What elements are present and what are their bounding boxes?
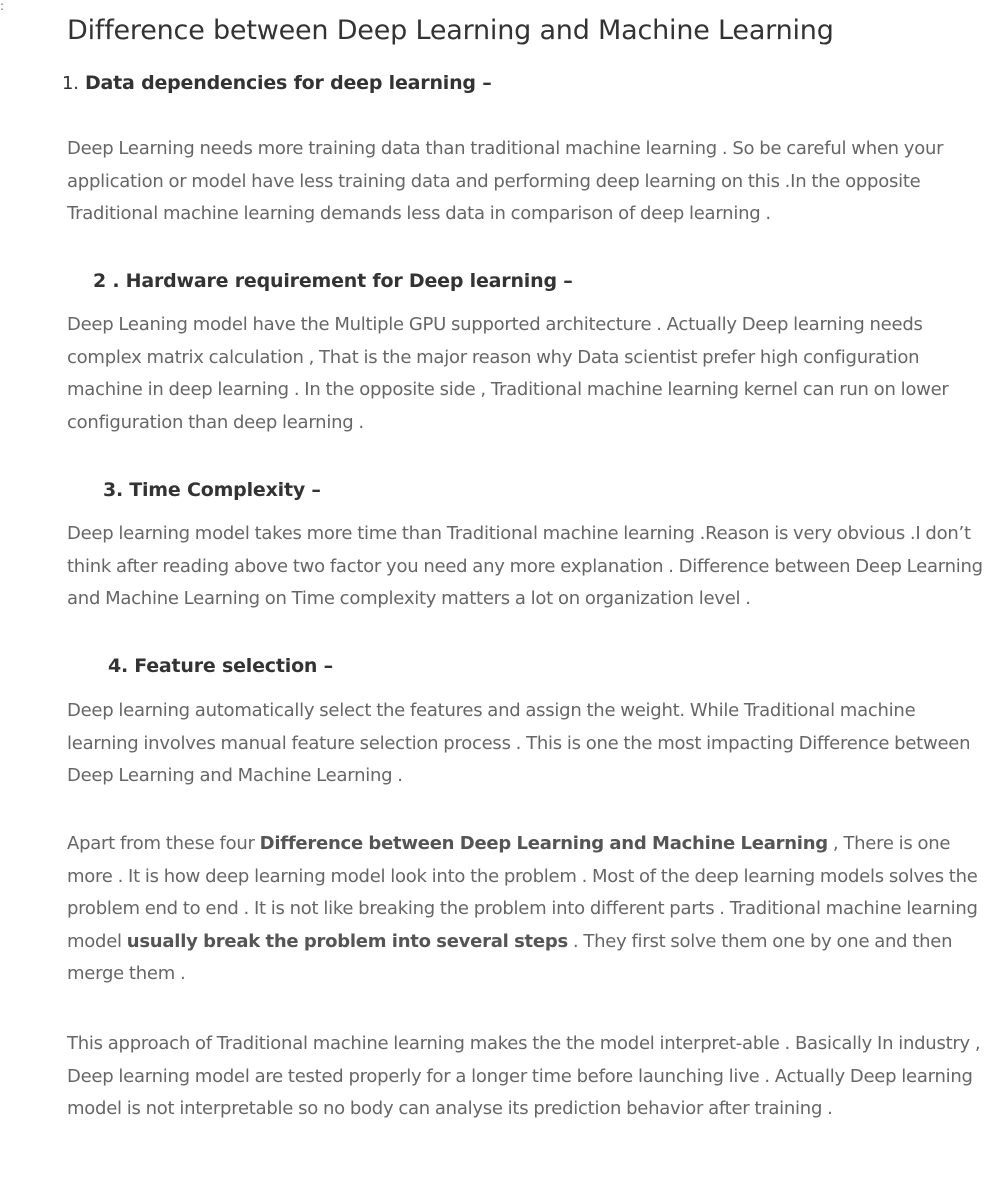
section-heading-4 (108, 653, 333, 677)
section-heading-3 (103, 477, 321, 501)
section-title-1: Data dependencies for deep learning – (84, 72, 492, 94)
section-body-2: Deep Leaning model have the Multiple GPU supported architecture . Actually Deep learning needs complex matrix calculation , That is the major reason why Data scientist prefer high configuration machine in deep learning . In the opposite side , Traditional machine learning kernel can run on lower configuration than deep learning . (67, 314, 949, 433)
extra-paragraph (67, 828, 987, 991)
section-body-1: Deep Learning needs more training data than traditional machine learning . So be careful when your application or model have less training data and performing deep learning on this .In the opposite Traditional machine learning demands less data in comparison of deep learning . (67, 138, 944, 225)
extra-text-2: , There is one more . It is how deep learning model look into the problem . Most of the deep learning models solves the problem end to end . It is not like breaking the problem into different parts . Traditional machine learning model (67, 833, 978, 952)
extra-bold-2: usually break the problem into several steps (126, 930, 568, 952)
section-number-2: 2 . (93, 270, 120, 292)
section-title-3: Time Complexity – (129, 479, 321, 501)
extra-text-1: Apart from these four (67, 833, 260, 854)
section-number-3: 3. (103, 479, 124, 501)
section-number-1: 1. (62, 73, 79, 94)
extra-bold-1: Difference between Deep Learning and Machine Learning (259, 833, 828, 854)
extra-text-3: . They first solve them one by one and then merge them . (67, 930, 953, 985)
page-title: Difference between Deep Learning and Machine Learning (67, 15, 834, 46)
section-title-2: Hardware requirement for Deep learning – (125, 270, 573, 292)
section-body-4: Deep learning automatically select the features and assign the weight. While Traditional machine learning involves manual feature selection process . This is one the most impacting Difference between Deep Learning and Machine Learning . (67, 700, 971, 787)
final-paragraph: This approach of Traditional machine learning makes the the model interpret-able . Basically In industry , Deep learning model are tested properly for a longer time before launching live . Actually Deep learning model is not interpretable so no body can analyse its prediction behavior after training . (67, 1033, 981, 1120)
section-body-3: Deep learning model takes more time than Traditional machine learning .Reason is very obvious .I don’t think after reading above two factor you need any more explanation . Difference between Deep Learning and Machine Learning on Time complexity matters a lot on organization level . (67, 523, 983, 610)
section-heading-1 (62, 70, 492, 94)
section-heading-2 (93, 268, 573, 292)
corner-mark: : (0, 0, 5, 13)
section-number-4: 4. (108, 655, 129, 677)
section-title-4: Feature selection – (134, 655, 333, 677)
